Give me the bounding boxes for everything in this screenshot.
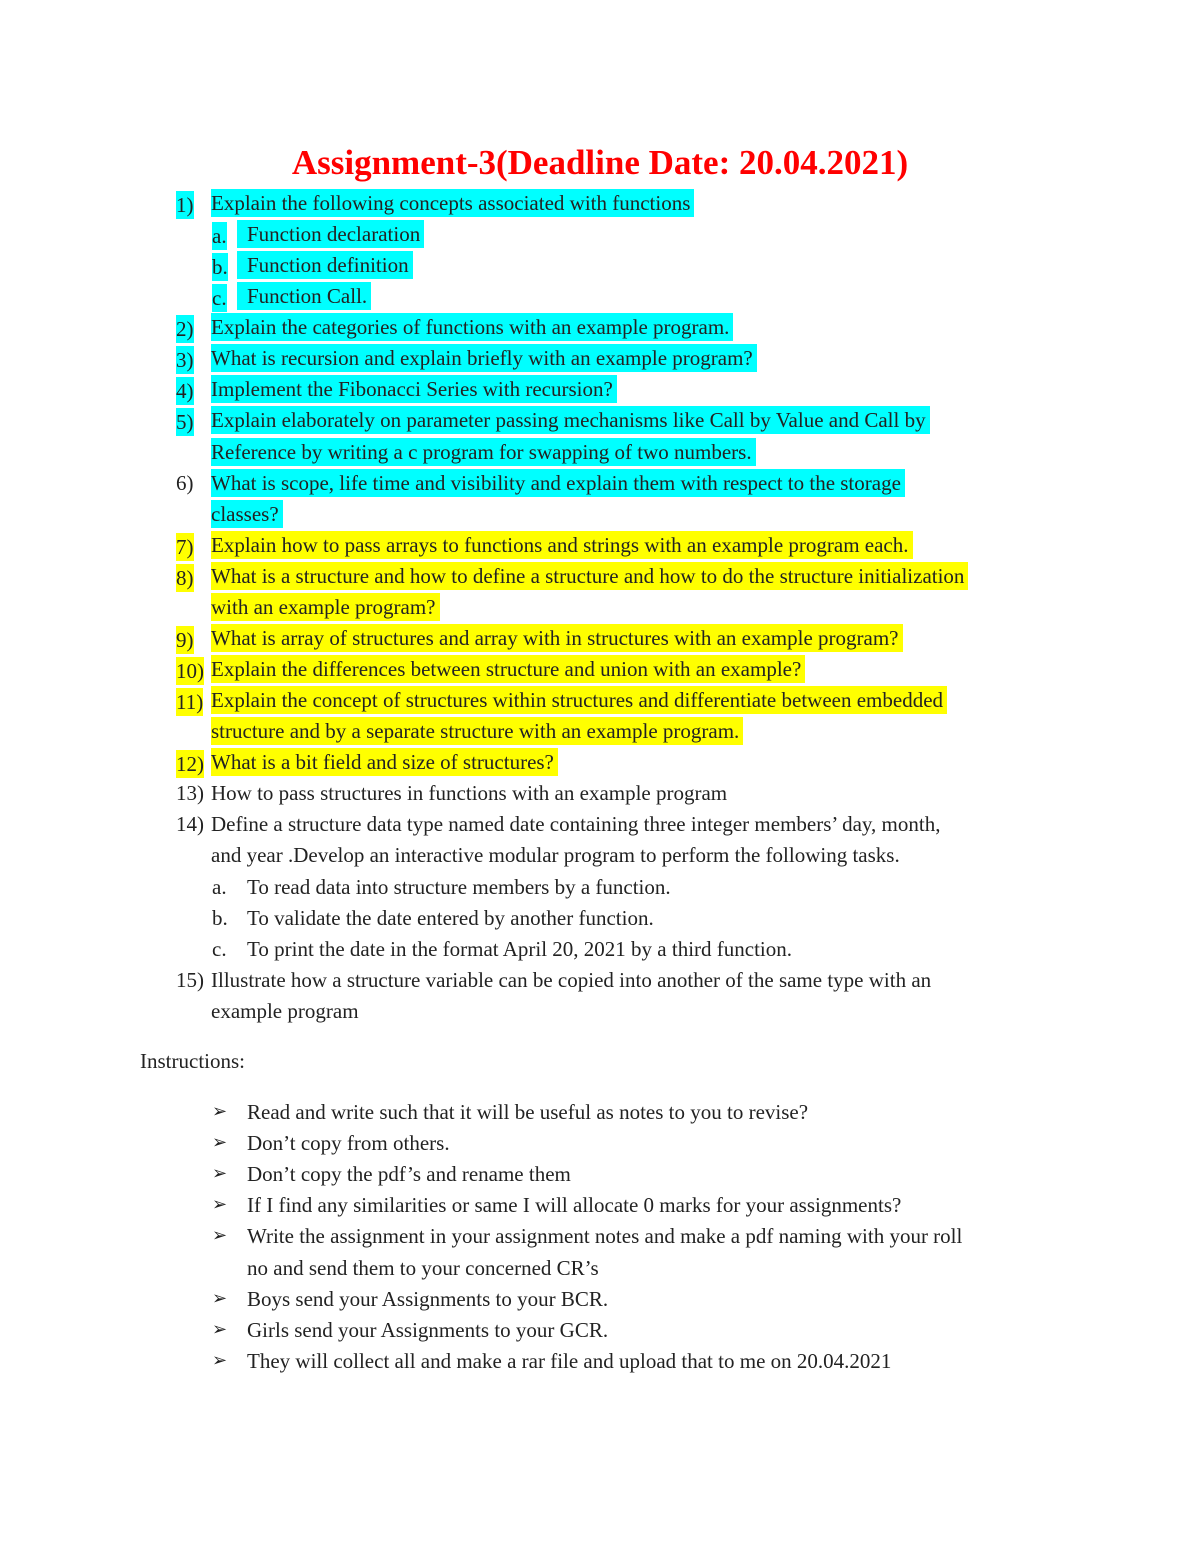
question-line	[211, 564, 968, 588]
sub-item-text: Function Call.	[237, 282, 371, 310]
sub-item-text: Function declaration	[237, 220, 424, 248]
question-text: Define a structure data type named date containing three integer members’ day, month,	[211, 812, 941, 837]
sub-item-text: Function definition	[237, 251, 413, 279]
sub-item	[237, 222, 424, 246]
question-text: Explain elaborately on parameter passing mechanisms like Call by Value and Call by	[211, 406, 930, 434]
sub-item	[247, 906, 654, 930]
sub-item-text: To print the date in the format April 20, 2021 by a third function.	[247, 936, 793, 961]
question-line	[211, 440, 756, 464]
question-line	[211, 750, 558, 774]
sub-item-letter: b.	[212, 905, 228, 930]
question-line	[211, 533, 913, 557]
arrow-bullet-icon: ➢	[212, 1101, 228, 1122]
question-text: What is scope, life time and visibility and explain them with respect to the storage	[211, 469, 905, 497]
sub-item	[237, 284, 371, 308]
question-text: Explain the concept of structures within structures and differentiate between embedded	[211, 686, 947, 714]
instruction-text: If I find any similarities or same I will allocate 0 marks for your assignments?	[247, 1193, 902, 1218]
question-text: structure and by a separate structure with an example program.	[211, 717, 743, 745]
question-line	[211, 843, 900, 867]
question-number: 2)	[176, 317, 194, 342]
sub-item-letter: a.	[212, 224, 227, 249]
question-number: 7)	[176, 534, 194, 559]
question-text: Illustrate how a structure variable can be copied into another of the same type with an	[211, 967, 932, 992]
question-text: example program	[211, 998, 359, 1023]
instruction-text: Read and write such that it will be useful as notes to you to revise?	[247, 1100, 809, 1124]
sub-item-text: To read data into structure members by a function.	[247, 874, 671, 899]
question-line	[211, 377, 617, 401]
question-number: 4)	[176, 379, 194, 404]
question-number: 8)	[176, 565, 194, 590]
sub-item	[237, 253, 413, 277]
question-line	[211, 657, 805, 681]
question-text: Explain the categories of functions with an example program.	[211, 313, 733, 341]
question-line	[211, 999, 359, 1023]
instruction-text: Don’t copy from others.	[247, 1131, 450, 1156]
question-text: with an example program?	[211, 593, 440, 621]
question-line	[211, 688, 947, 712]
question-number: 6)	[176, 470, 194, 495]
sub-item-letter: a.	[212, 874, 227, 899]
question-line	[211, 812, 940, 836]
question-text: Explain the differences between structure and union with an example?	[211, 655, 805, 683]
page-title: Assignment-3(Deadline Date: 20.04.2021)	[291, 143, 909, 182]
sub-item	[247, 875, 671, 899]
sub-item-text: To validate the date entered by another function.	[247, 905, 654, 930]
question-line	[211, 315, 733, 339]
question-text: What is recursion and explain briefly with an example program?	[211, 344, 757, 372]
instruction-text: They will collect all and make a rar file and upload that to me on 20.04.2021	[247, 1348, 892, 1373]
instruction-text: no and send them to your concerned CR’s	[247, 1255, 599, 1280]
sub-item	[247, 937, 792, 961]
arrow-bullet-icon: ➢	[212, 1225, 228, 1247]
question-text: Explain how to pass arrays to functions and strings with an example program each.	[211, 531, 913, 559]
question-text: How to pass structures in functions with an example program	[211, 781, 728, 806]
question-line	[211, 781, 727, 805]
question-line	[211, 502, 283, 526]
instruction-text: Girls send your Assignments to your GCR.	[247, 1317, 609, 1342]
question-line	[211, 719, 743, 743]
question-line	[211, 471, 905, 495]
question-number: 14)	[176, 812, 204, 837]
arrow-bullet-icon: ➢	[212, 1318, 228, 1340]
question-number: 10)	[176, 659, 204, 684]
arrow-bullet-icon: ➢	[212, 1163, 228, 1185]
question-line	[211, 191, 694, 215]
arrow-bullet-icon: ➢	[212, 1349, 228, 1371]
question-number: 1)	[176, 193, 194, 217]
question-number: 9)	[176, 627, 194, 652]
question-line	[211, 626, 903, 650]
question-number: 3)	[176, 348, 194, 373]
question-text: and year .Develop an interactive modular program to perform the following tasks.	[211, 843, 900, 868]
question-number: 15)	[176, 967, 204, 992]
question-text: Reference by writing a c program for swapping of two numbers.	[211, 438, 756, 466]
question-text: What is a structure and how to define a structure and how to do the structure initialization	[211, 562, 968, 590]
question-text: classes?	[211, 500, 283, 528]
question-text: Explain the following concepts associated with functions	[211, 189, 694, 217]
question-number: 5)	[176, 410, 194, 435]
question-line	[211, 595, 440, 619]
sub-item-letter: b.	[212, 255, 228, 280]
sub-item-letter: c.	[212, 936, 227, 961]
instruction-text: Don’t copy the pdf’s and rename them	[247, 1162, 571, 1187]
question-text: Implement the Fibonacci Series with recursion?	[211, 375, 617, 403]
question-number: 12)	[176, 752, 204, 777]
arrow-bullet-icon: ➢	[212, 1287, 228, 1309]
question-text: What is array of structures and array with in structures with an example program?	[211, 624, 903, 652]
instructions-label: Instructions:	[140, 1049, 245, 1073]
question-line	[211, 408, 930, 432]
question-line	[211, 346, 757, 370]
question-line	[211, 968, 931, 992]
instruction-text: Write the assignment in your assignment notes and make a pdf naming with your roll	[247, 1224, 963, 1249]
sub-item-letter: c.	[212, 286, 227, 311]
arrow-bullet-icon: ➢	[212, 1132, 228, 1154]
question-number: 13)	[176, 781, 204, 806]
question-number: 11)	[176, 690, 204, 715]
arrow-bullet-icon: ➢	[212, 1194, 228, 1216]
instruction-text: Boys send your Assignments to your BCR.	[247, 1286, 609, 1311]
question-text: What is a bit field and size of structures?	[211, 748, 558, 776]
